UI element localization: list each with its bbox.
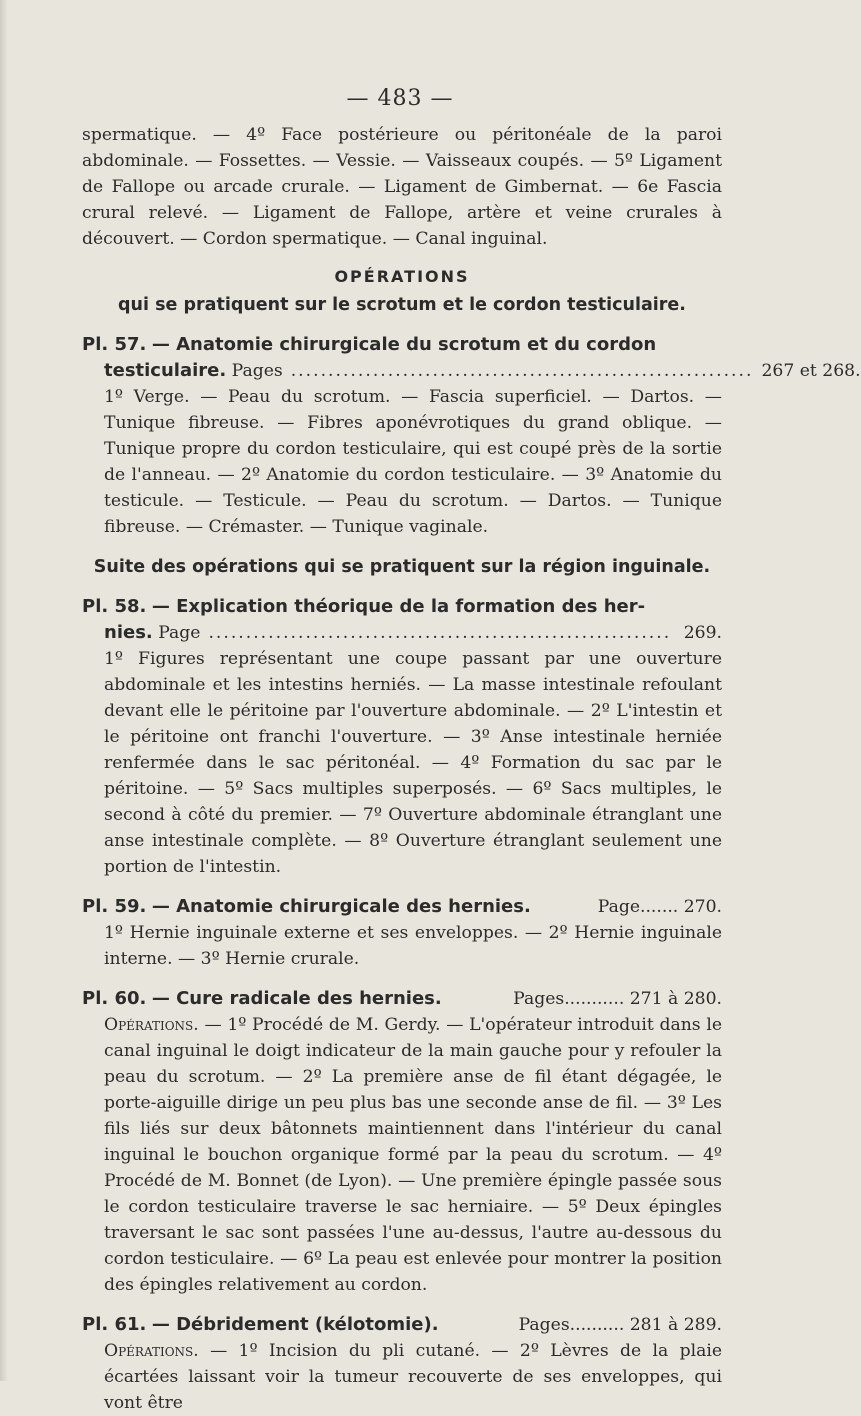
plate-59-title: — Anatomie chirurgicale des hernies. xyxy=(151,896,531,917)
plate-57-pages-line xyxy=(82,358,861,384)
plate-59-description: 1º Hernie inguinale externe et ses enveloppes. — 2º Hernie inguinale interne. — 3º Hernie crurale. xyxy=(104,923,722,969)
plate-57-title: — Anatomie chirurgicale du scrotum et du cordon xyxy=(151,334,657,355)
plate-58-number: Pl. 58. xyxy=(82,596,147,617)
plate-58-entry xyxy=(82,594,722,880)
page-edge-shadow xyxy=(0,0,8,1381)
plate-58-title: — Explication théorique de la formation des her- xyxy=(151,596,646,617)
section-heading-operations: OPÉRATIONS xyxy=(334,267,470,286)
plate-60-operations-lead: Opérations. xyxy=(104,1015,199,1035)
plate-61-description-text: — 1º Incision du pli cutané. — 2º Lèvres de la plaie écartées laissant voir la tumeur recouverte de ses enveloppes, qui vont être xyxy=(104,1341,722,1413)
plate-60-description-text: — 1º Procédé de M. Gerdy. — L'opérateur introduit dans le canal inguinal le doigt indicateur de la main gauche pour y refouler la peau du scrotum. — 2º La première anse de fil étant dégagée, le porte-aiguille dirige un peu plus bas une seconde anse de fil. — 3º Les fils liés sur deux bâtonnets maintiennent dans l'intérieur du canal inguinal le bouchon organique formé par la peau du scrotum. — 4º Procédé de M. Bonnet (de Lyon). — Une première épingle passée sous le cordon testiculaire traverse le sac herniaire. — 5º Deux épingles traversant le sac sont passées l'une au-dessus, l'autre au-dessous du cordon testiculaire. — 6º La peau est enlevée pour montrer la position des épingles relativement au cordon. xyxy=(104,1015,722,1295)
continuation-paragraph: spermatique. — 4º Face postérieure ou péritonéale de la paroi abdominale. — Fossettes. — Vessie. — Vaisseaux coupés. — 5º Ligament de Fallope ou arcade crurale. — Ligament de Gimbernat. — 6e Fascia crural relevé. — Ligament de Fallope, artère et veine crurales à découvert. — Cordon spermatique. — Canal inguinal. xyxy=(82,125,722,249)
page-content xyxy=(82,122,861,1416)
plate-60-description xyxy=(82,1012,722,1298)
plate-61-title: — Débridement (kélotomie). xyxy=(151,1314,439,1335)
plate-60-entry xyxy=(82,986,722,1298)
plate-57-number: Pl. 57. xyxy=(82,334,147,355)
section-heading-suite: Suite des opérations qui se pratiquent sur la région inguinale. xyxy=(93,557,711,577)
plate-57-description: 1º Verge. — Peau du scrotum. — Fascia superficiel. — Dartos. — Tunique fibreuse. — Fibres aponévrotiques du grand oblique. — Tunique propre du cordon testiculaire, qui est coupé près de la sortie de l'anneau. — 2º Anatomie du cordon testiculaire. — 3º Anatomie du testicule. — Testicule. — Peau du scrotum. — Dartos. — Tunique fibreuse. — Crémaster. — Tunique vaginale. xyxy=(104,387,722,537)
plate-61-description xyxy=(82,1338,722,1416)
plate-57-pages-label: Pages xyxy=(231,361,283,381)
plate-57-title-cont: testiculaire. xyxy=(104,360,227,381)
plate-58-description: 1º Figures représentant une coupe passant par une ouverture abdominale et les intestins herniés. — La masse intestinale refoulant devant elle le péritoine par l'ouverture abdominale. — 2º L'intestin et le péritoine ont franchi l'ouverture. — 3º Anse intestinale herniée renfermée dans le sac péritonéal. — 4º Formation du sac par le péritoine. — 5º Sacs multiples superposés. — 6º Sacs multiples, le second à côté du premier. — 7º Ouverture abdominale étranglant une anse intestinale complète. — 8º Ouverture étranglant seulement une portion de l'intestin. xyxy=(104,649,722,877)
plate-58-pages: 269. xyxy=(683,623,722,643)
plate-59-pages: Page....... 270. xyxy=(597,897,722,917)
leader-dots: .............................................................. xyxy=(290,361,754,381)
plate-59-entry xyxy=(82,894,722,972)
plate-61-pages: Pages.......... 281 à 289. xyxy=(518,1315,722,1335)
plate-61-entry xyxy=(82,1312,722,1416)
plate-60-number: Pl. 60. xyxy=(82,988,147,1009)
plate-58-pages-label: Page xyxy=(158,623,201,643)
section-subheading-scrotum: qui se pratiquent sur le scrotum et le cordon testiculaire. xyxy=(118,295,686,315)
plate-60-title: — Cure radicale des hernies. xyxy=(151,988,442,1009)
plate-60-pages: Pages........... 271 à 280. xyxy=(513,989,722,1009)
plate-57-entry xyxy=(82,332,861,540)
plate-61-number: Pl. 61. xyxy=(82,1314,147,1335)
plate-59-number: Pl. 59. xyxy=(82,896,147,917)
page-number: — 483 — xyxy=(346,86,454,111)
plate-58-title-cont: nies. xyxy=(104,622,153,643)
leader-dots: .............................................................. xyxy=(208,623,672,643)
plate-61-operations-lead: Opérations. xyxy=(104,1341,199,1361)
plate-57-pages: 267 et 268. xyxy=(761,361,861,381)
plate-58-pages-line xyxy=(82,620,722,646)
